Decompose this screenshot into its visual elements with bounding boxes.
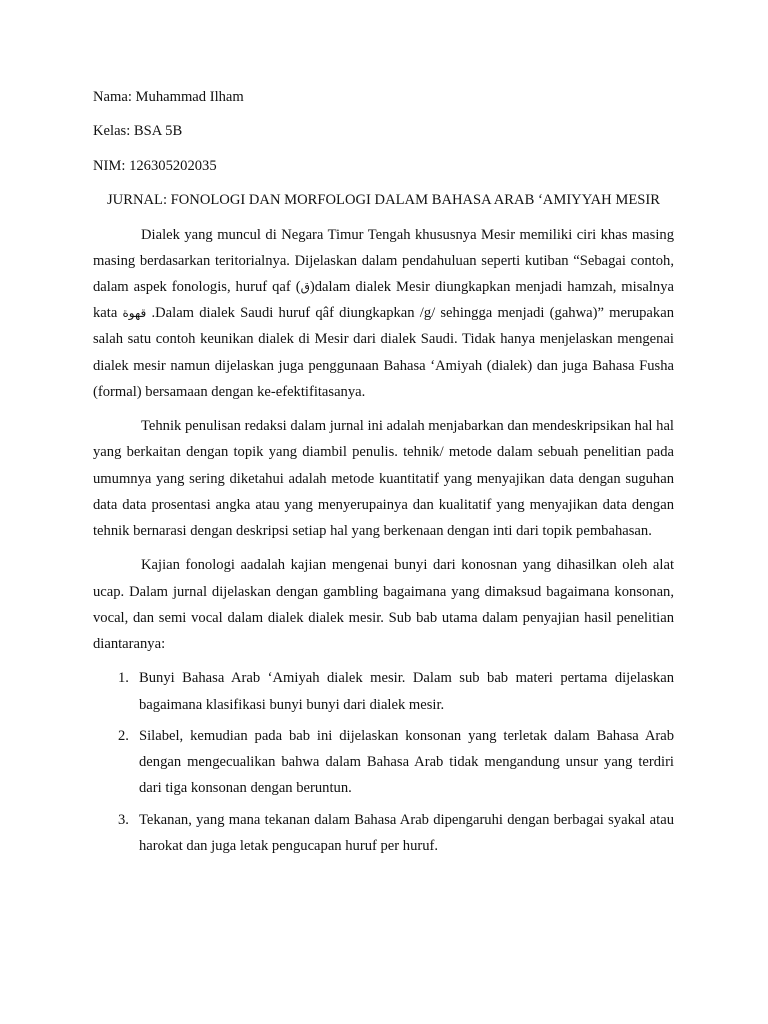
paragraph-1-text-b: )dalam dialek Mesir diungkapkan menjadi hamzah, misalnya kata <box>93 279 674 322</box>
paragraph-writing-technique: Tehnik penulisan redaksi dalam jurnal ini adalah menjabarkan dan mendeskripsikan hal hal yang berkaitan dengan topik yang diambil penulis. tehnik/ metode dalam sebuah penelitian pada umumnya yang sering diketahui adalah metode kuantitatif yang menyajikan data dengan suguhan data data prosentasi angka atau yang menyerupainya dan kualitatif yang menyajikan data dengan tehnik bernarasi dengan deskripsi setiap hal yang berkenaan dengan inti dari topik pembahasan. <box>93 418 674 540</box>
journal-title: JURNAL: FONOLOGI DAN MORFOLOGI DALAM BAHASA ARAB ‘AMIYYAH MESIR <box>107 192 660 209</box>
arabic-word-qahwa: قهوة <box>122 306 147 321</box>
list-item <box>93 723 674 802</box>
arabic-letter-qaf: ق <box>300 280 310 295</box>
subchapter-list <box>93 665 674 858</box>
list-item-text: Tekanan, yang mana tekanan dalam Bahasa Arab dipengaruhi dengan berbagai syakal atau harokat dan juga letak pengucapan huruf per huruf. <box>139 811 674 854</box>
paragraph-dialect-intro <box>93 222 674 405</box>
paragraph-phonology-study: Kajian fonologi aadalah kajian mengenai bunyi dari konosnan yang dihasilkan oleh alat ucap. Dalam jurnal dijelaskan dengan gambling bagaimana yang dimaksud bagaimana konsonan, vocal, dan semi vocal dalam dialek dialek mesir. Sub bab utama dalam penyajian hasil penelitian diantaranya: <box>93 557 674 653</box>
list-item <box>93 807 674 859</box>
student-class: Kelas: BSA 5B <box>93 123 183 140</box>
list-item-number: 2. <box>118 727 129 744</box>
list-item-number: 1. <box>118 670 129 687</box>
paragraph-1-text-c: .Dalam dialek Saudi huruf qâf diungkapkan /g/ sehingga menjadi (gahwa)” merupakan salah satu contoh keunikan dialek di Mesir dari dialek Saudi. Tidak hanya menjelaskan mengenai dialek mesir namun dijelaskan juga penggunaan Bahasa ‘Amiyah (dialek) dan juga Bahasa Fusha (formal) bersamaan dengan ke-efektifitasanya. <box>93 305 674 400</box>
list-item-text: Bunyi Bahasa Arab ‘Amiyah dialek mesir. Dalam sub bab materi pertama dijelaskan bagaimana klasifikasi bunyi bunyi dari dialek mesir. <box>139 670 674 713</box>
list-item-text: Silabel, kemudian pada bab ini dijelaskan konsonan yang terletak dalam Bahasa Arab dengan mengecualikan bahwa dalam Bahasa Arab tidak mengandung unsur yang terdiri dari tiga konsonan dengan beruntun. <box>139 727 674 797</box>
paragraph-1-text-a: Dialek yang muncul di Negara Timur Tengah khususnya Mesir memiliki ciri khas masing masing berdasarkan teritorialnya. Dijelaskan dalam pendahuluan seperti kutiban “Sebagai contoh, dalam aspek fonologis, huruf qaf ( <box>93 226 674 296</box>
list-item-number: 3. <box>118 811 129 828</box>
document-body <box>93 84 674 864</box>
student-name: Nama: Muhammad Ilham <box>93 89 244 105</box>
student-nim: NIM: 126305202035 <box>93 157 217 174</box>
list-item <box>93 665 674 717</box>
